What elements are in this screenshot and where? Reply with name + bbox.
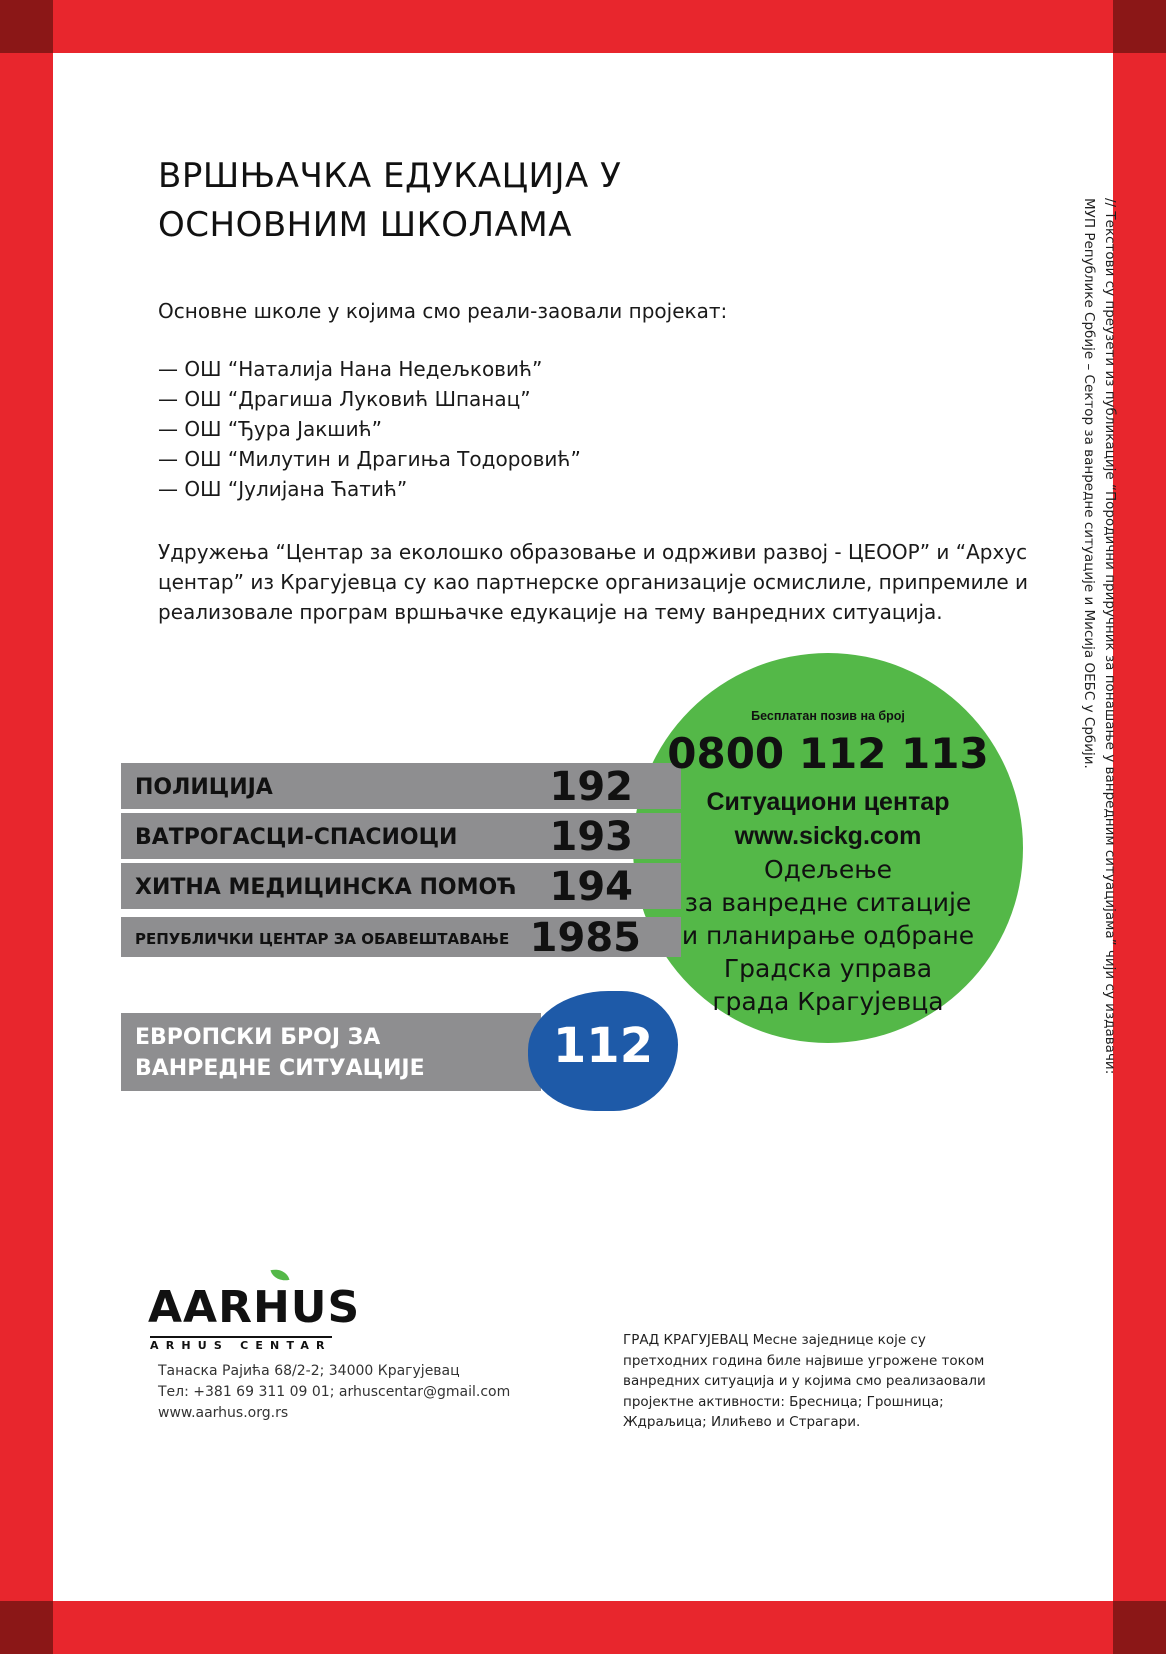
- department-line: за ванредне ситације: [684, 888, 972, 917]
- emergency-label: ХИТНА МЕДИЦИНСКА ПОМОЋ: [135, 875, 517, 900]
- website-line[interactable]: www.aarhus.org.rs: [158, 1405, 289, 1421]
- sidenote-line-2: МУП Републике Србије – Сектор за ванредне ситуације и Мисија ОЕБС у Србији.: [1081, 198, 1097, 769]
- emergency-number: 1985: [529, 915, 641, 961]
- address-line: Танаска Рајића 68/2-2; 34000 Крагујевац: [158, 1363, 460, 1379]
- department-line: и планирање одбране: [681, 921, 975, 950]
- department-line: Одељење: [763, 855, 893, 884]
- emergency-number: 192: [549, 764, 633, 810]
- title-line-2: ОСНОВНИМ ШКОЛАМА: [158, 205, 572, 245]
- emergency-row-ambulance: [121, 863, 681, 909]
- city-note: ГРАД КРАГУЈЕВАЦ Месне заједнице које су претходних година биле највише угрожене током ванредних ситуација и у којима смо реализаовали пројектне активности: Бресница; Грошница; Ждраљица; Илићево и Страгари.: [623, 1332, 986, 1430]
- list-item: — ОШ “Ђура Јакшић”: [158, 417, 383, 441]
- emergency-row-police: [121, 763, 681, 809]
- list-item: — ОШ “Наталија Нана Недељковић”: [158, 357, 543, 381]
- emergency-label: ПОЛИЦИЈА: [135, 775, 273, 800]
- school-list: [158, 354, 581, 504]
- sidenote-line-1: // Текстови су преузети из публикације “Породични приручник за понашање у ванредним ситуацијама” чији су издавачи:: [1102, 198, 1118, 1075]
- contact-address: [158, 1361, 510, 1424]
- european-label: [135, 1022, 425, 1084]
- list-item: — ОШ “Драгиша Луковић Шпанац”: [158, 387, 531, 411]
- emergency-number: 194: [549, 864, 633, 910]
- logo-subtitle: ARHUS CENTAR: [150, 1336, 332, 1352]
- title-line-1: ВРШЊАЧКА ЕДУКАЦИЈА У: [158, 156, 622, 196]
- frame-corner: [1113, 0, 1166, 53]
- emergency-label: РЕПУБЛИЧКИ ЦЕНТАР ЗА ОБАВЕШТАВАЊЕ: [135, 930, 510, 948]
- frame-corner: [1113, 1601, 1166, 1654]
- frame-corner: [0, 0, 53, 53]
- situation-center-label: Ситуациони центар: [706, 788, 950, 816]
- frame-corner: [0, 1601, 53, 1654]
- department-line: Градска управа: [723, 954, 933, 983]
- website-link[interactable]: www.sickg.com: [734, 822, 922, 850]
- intro-text: Основне школе у којима смо реали-заовали пројекат:: [158, 299, 728, 323]
- european-label-line-1: ЕВРОПСКИ БРОЈ ЗА: [135, 1025, 381, 1050]
- source-sidenote: [1078, 198, 1120, 1074]
- page: [53, 53, 1118, 1601]
- emergency-row-firefighters: [121, 813, 681, 859]
- partners-paragraph: Удружења “Центар за еколошко образовање и одрживи развој - ЦЕООР” и “Архус центар” из Крагујевца су као партнерске организације осмислиле, припремиле и реализовале програм вршњачке едукације на тему ванредних ситуација.: [158, 540, 1029, 624]
- emergency-row-notification-center: [121, 915, 681, 961]
- list-item: — ОШ “Јулијана Ћатић”: [158, 477, 408, 501]
- page-title: [158, 152, 621, 250]
- emergency-label: ВАТРОГАСЦИ-СПАСИОЦИ: [135, 825, 458, 850]
- department-line: града Крагујевца: [712, 987, 944, 1016]
- european-number-bar: [121, 1013, 541, 1091]
- european-label-line-2: ВАНРЕДНЕ СИТУАЦИЈЕ: [135, 1056, 425, 1081]
- european-number: 112: [552, 1018, 654, 1074]
- aarhus-logo: [148, 1258, 361, 1352]
- phone-email-line[interactable]: Тел: +381 69 311 09 01; arhuscentar@gmail.com: [158, 1384, 511, 1400]
- hotline-caption: Бесплатан позив на број: [751, 709, 905, 723]
- hotline-phone: 0800 112 113: [667, 729, 989, 778]
- emergency-number: 193: [549, 814, 633, 860]
- list-item: — ОШ “Милутин и Драгиња Тодоровић”: [158, 447, 581, 471]
- department-text: [633, 853, 1023, 1018]
- logo-wordmark: AARHUS: [148, 1282, 361, 1333]
